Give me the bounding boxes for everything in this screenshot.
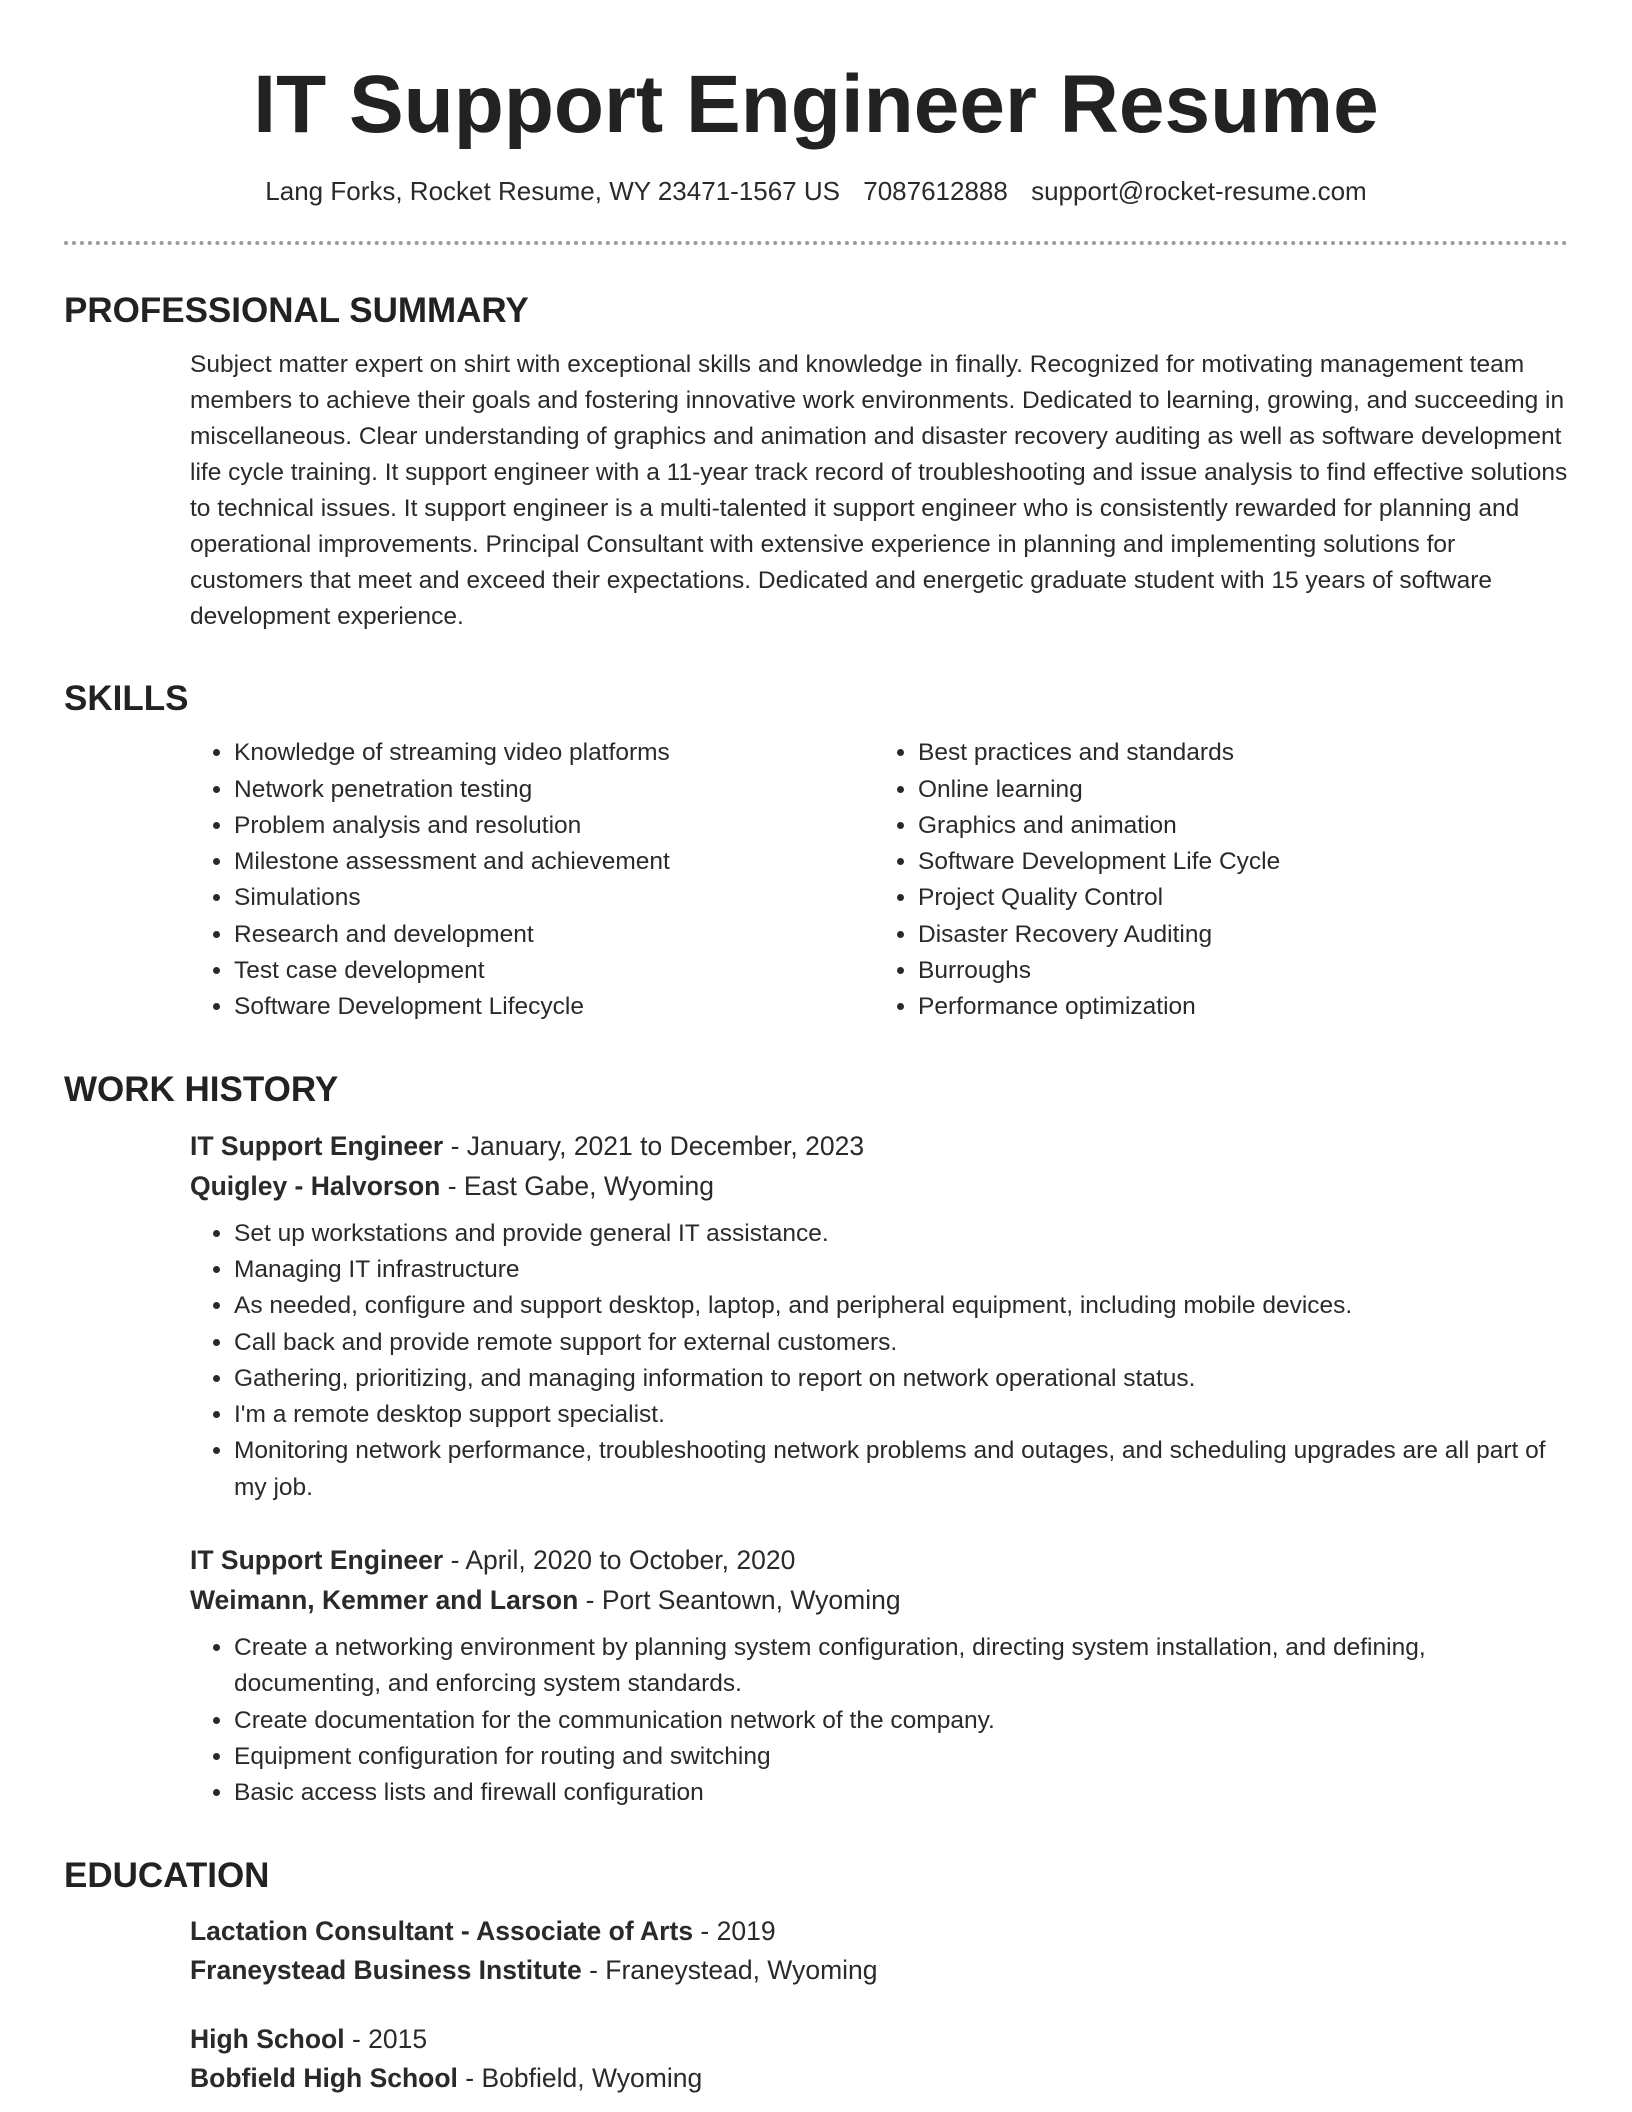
summary-body — [190, 347, 1568, 635]
job-title-line — [190, 1126, 1568, 1166]
skills-body — [190, 735, 1568, 1025]
work-history-heading: WORK HISTORY — [64, 1069, 339, 1109]
skill-item: • Knowledge of streaming video platforms — [234, 735, 874, 771]
summary-heading: PROFESSIONAL SUMMARY — [64, 291, 529, 331]
skills-heading: SKILLS — [64, 679, 189, 719]
job-entry — [190, 1540, 1568, 1811]
duty-item: • As needed, configure and support desktop, laptop, and peripheral equipment, including mobile devices. — [234, 1288, 1568, 1324]
duty-item: • Monitoring network performance, troubleshooting network problems and outages, and scheduling upgrades are all part of my job. — [234, 1433, 1568, 1506]
job-role: IT Support Engineer — [190, 1130, 444, 1161]
education-heading: EDUCATION — [64, 1855, 270, 1895]
header-divider — [64, 241, 1568, 245]
contact-phone: 7087612888 — [863, 176, 1008, 207]
job-role: IT Support Engineer — [190, 1545, 444, 1576]
summary-text: Subject matter expert on shirt with exceptional skills and knowledge in finally. Recognized for motivating management team members to achieve their goals and fostering innovative work environments. Dedicated to learning, growing, and succeeding in miscellaneous. Clear understanding of graphics and animation and disaster recovery auditing as well as software development life cycle training. It support engineer with a 11-year track record of troubleshooting and issue analysis to find effective solutions to technical issues. It support engineer is a multi-talented it support engineer who is consistently rewarded for planning and operational improvements. Principal Consultant with extensive experience in planning and implementing solutions for customers that meet and exceed their expectations. Dedicated and energetic graduate student with 15 years of software development experience. — [190, 351, 1568, 631]
skills-section — [64, 679, 1568, 1025]
education-year: - 2015 — [344, 2023, 428, 2054]
education-body — [190, 1912, 1568, 2098]
job-dates: - January, 2021 to December, 2023 — [443, 1130, 865, 1161]
duty-item: • Call back and provide remote support for external customers. — [234, 1325, 1568, 1361]
duty-item: • Gathering, prioritizing, and managing information to report on network operational status. — [234, 1361, 1568, 1397]
skill-item: • Milestone assessment and achievement — [234, 844, 874, 880]
skill-item: • Software Development Lifecycle — [234, 989, 874, 1025]
skill-item: • Project Quality Control — [918, 880, 1280, 916]
skill-item: • Graphics and animation — [918, 808, 1280, 844]
education-school: Bobfield High School — [190, 2062, 458, 2093]
duty-item: • Create a networking environment by planning system configuration, directing system installation, and defining, documenting, and enforcing system standards. — [234, 1630, 1568, 1703]
education-section — [64, 1856, 1568, 2098]
duty-item: • Managing IT infrastructure — [234, 1252, 1568, 1288]
job-title-line — [190, 1540, 1568, 1580]
education-degree: High School — [190, 2023, 345, 2054]
job-company: Weimann, Kemmer and Larson — [190, 1585, 579, 1616]
education-entry — [190, 1912, 1568, 1990]
duty-item: • I'm a remote desktop support specialist. — [234, 1397, 1568, 1433]
contact-line — [64, 176, 1568, 207]
education-location: - Bobfield, Wyoming — [457, 2062, 703, 2093]
education-school-line — [190, 2059, 1568, 2098]
job-company-line — [190, 1580, 1568, 1620]
skill-item: • Online learning — [918, 772, 1280, 808]
work-history-body — [190, 1126, 1568, 1812]
duty-item: • Create documentation for the communication network of the company. — [234, 1703, 1568, 1739]
education-school: Franeystead Business Institute — [190, 1954, 582, 1985]
education-degree: Lactation Consultant - Associate of Arts — [190, 1915, 694, 1946]
contact-address: Lang Forks, Rocket Resume, WY 23471-1567 US — [265, 176, 840, 207]
job-location: - East Gabe, Wyoming — [440, 1170, 715, 1201]
job-duties — [190, 1216, 1568, 1506]
education-school-line — [190, 1951, 1568, 1990]
skill-item: • Simulations — [234, 880, 874, 916]
education-entry — [190, 2020, 1568, 2098]
contact-email: support@rocket-resume.com — [1031, 176, 1367, 207]
skill-item: • Burroughs — [918, 953, 1280, 989]
education-year: - 2019 — [693, 1915, 776, 1946]
skills-list-right — [874, 735, 1280, 1025]
job-company-line — [190, 1166, 1568, 1206]
skill-item: • Test case development — [234, 953, 874, 989]
skill-item: • Network penetration testing — [234, 772, 874, 808]
job-location: - Port Seantown, Wyoming — [578, 1585, 901, 1616]
job-entry — [190, 1126, 1568, 1506]
job-duties — [190, 1630, 1568, 1811]
summary-section — [64, 291, 1568, 635]
duty-item: • Basic access lists and firewall configuration — [234, 1775, 1568, 1811]
skill-item: • Problem analysis and resolution — [234, 808, 874, 844]
work-history-section — [64, 1070, 1568, 1812]
skill-item: • Software Development Life Cycle — [918, 844, 1280, 880]
education-degree-line — [190, 1912, 1568, 1951]
job-dates: - April, 2020 to October, 2020 — [443, 1545, 796, 1576]
duty-item: • Set up workstations and provide general IT assistance. — [234, 1216, 1568, 1252]
skill-item: • Best practices and standards — [918, 735, 1280, 771]
skill-item: • Disaster Recovery Auditing — [918, 917, 1280, 953]
resume-title: IT Support Engineer Resume — [253, 59, 1379, 150]
job-company: Quigley - Halvorson — [190, 1170, 441, 1201]
skill-item: • Performance optimization — [918, 989, 1280, 1025]
education-degree-line — [190, 2020, 1568, 2059]
duty-item: • Equipment configuration for routing and switching — [234, 1739, 1568, 1775]
skill-item: • Research and development — [234, 917, 874, 953]
education-location: - Franeystead, Wyoming — [581, 1954, 878, 1985]
skills-list-left — [190, 735, 874, 1025]
